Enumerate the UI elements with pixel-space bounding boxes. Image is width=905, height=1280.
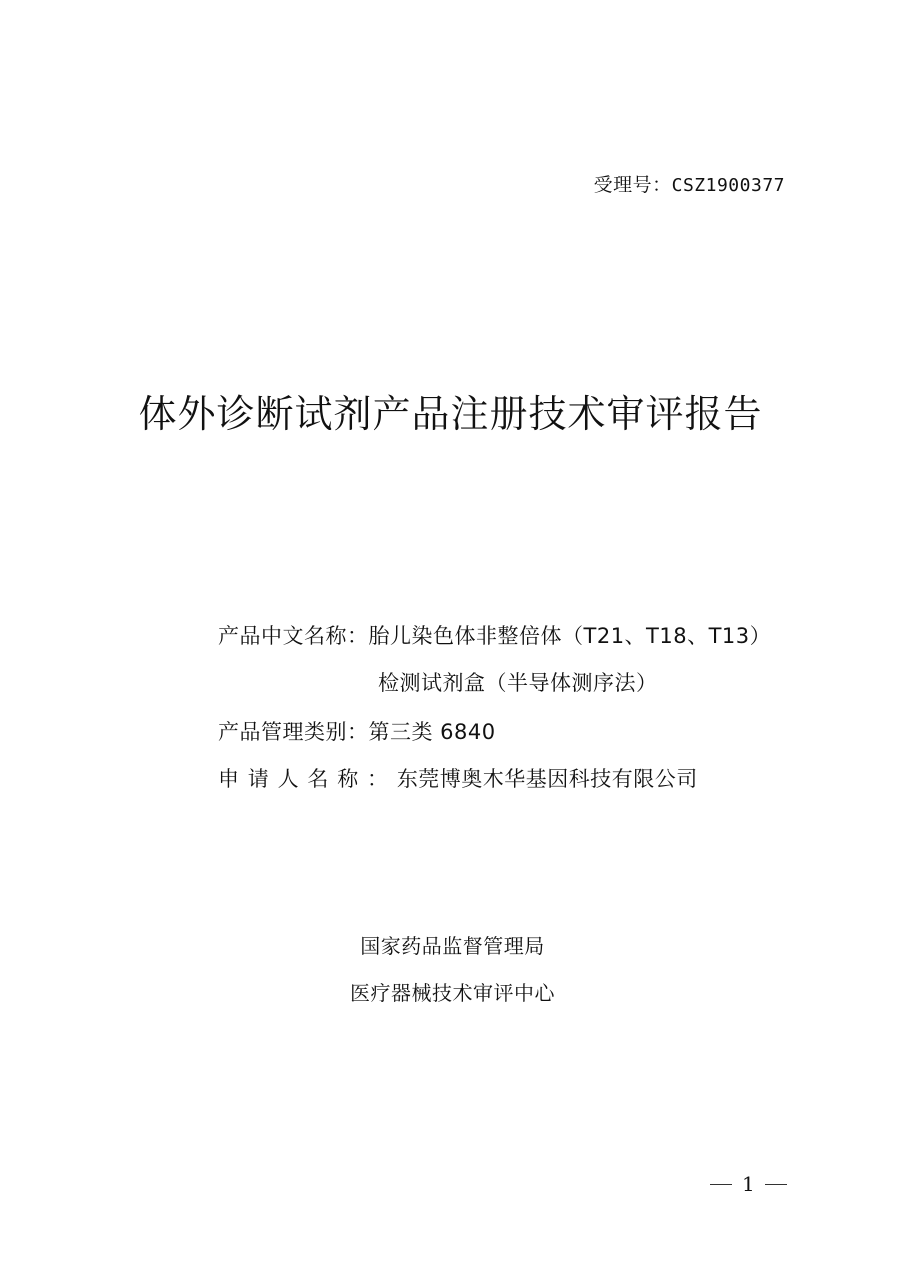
category-value: 第三类 6840 (368, 720, 496, 744)
product-name-row (218, 620, 771, 650)
org-name-nmpa-text: 国家药品监督管理局 (360, 934, 545, 958)
applicant-label: 申请人名称： (218, 767, 397, 791)
page-number-dash-right (765, 1184, 787, 1185)
page-number (710, 1172, 787, 1196)
applicant-row (218, 763, 698, 793)
org-name-cmde-text: 医疗器械技术审评中心 (350, 981, 555, 1005)
product-name-continuation (378, 667, 658, 697)
page-number-text: 1 (742, 1172, 755, 1196)
acceptance-number-label: 受理号： (593, 174, 672, 196)
document-title (0, 383, 905, 438)
product-name-line2: 检测试剂盒（半导体测序法） (378, 671, 658, 695)
document-title-text: 体外诊断试剂产品注册技术审评报告 (138, 392, 763, 436)
applicant-value: 东莞博奥木华基因科技有限公司 (396, 767, 698, 791)
org-name-cmde (0, 977, 905, 1006)
category-label: 产品管理类别： (218, 720, 369, 744)
page-number-dash-left (710, 1184, 732, 1185)
acceptance-number-code: CSZ1900377 (671, 175, 785, 196)
product-name-label: 产品中文名称： (218, 624, 369, 648)
org-name-nmpa (0, 930, 905, 959)
category-row (218, 716, 496, 746)
product-name-line1: 胎儿染色体非整倍体（T21、T18、T13） (368, 624, 772, 648)
acceptance-number (594, 170, 785, 197)
